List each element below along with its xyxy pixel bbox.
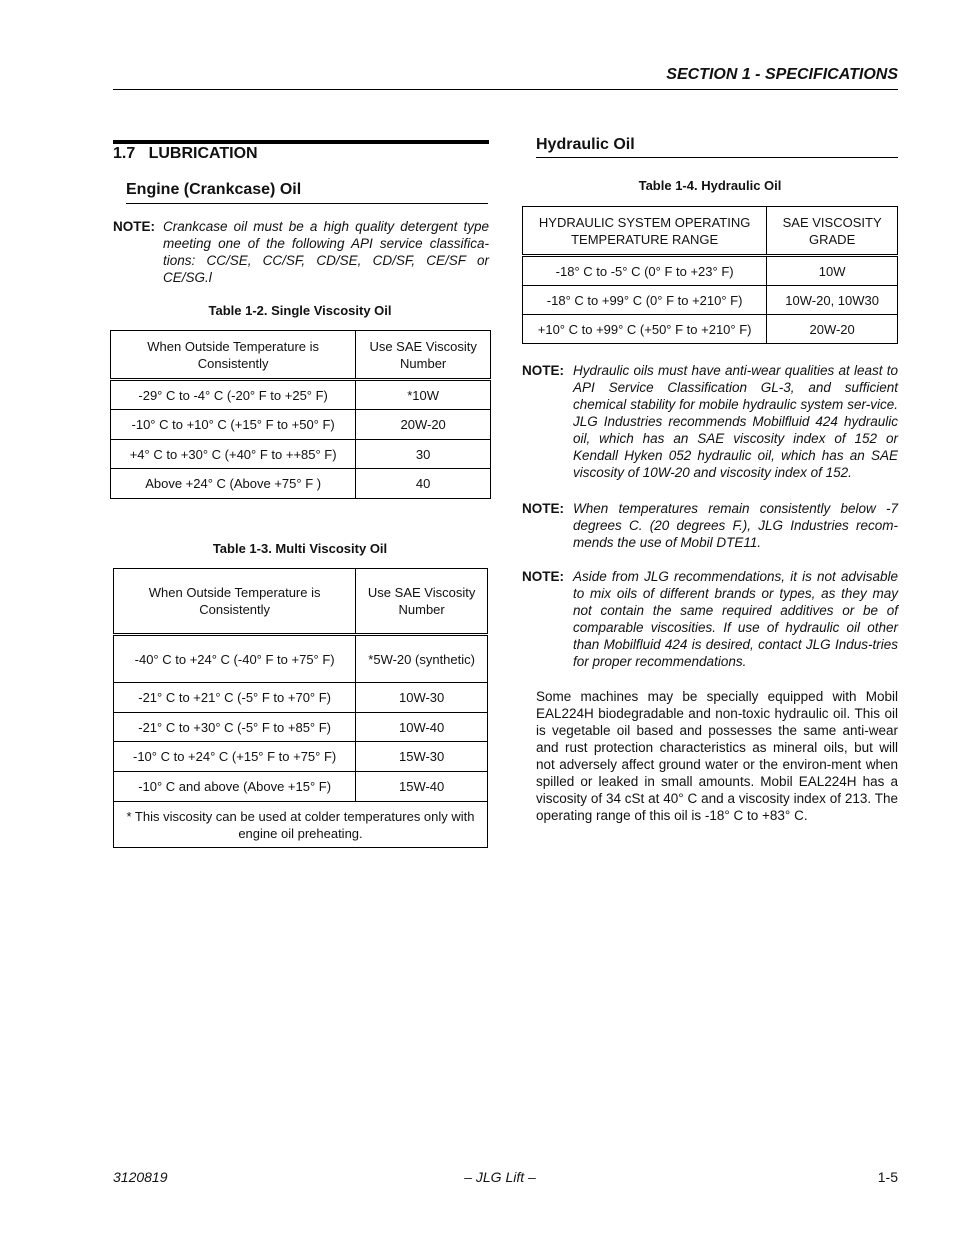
table-single-viscosity [110, 330, 491, 499]
table-row [523, 286, 898, 315]
table-footnote-row [114, 802, 488, 848]
section-rule [113, 140, 489, 144]
table-cell: 40 [356, 469, 491, 499]
table-footnote: * This viscosity can be used at colder temperatures only with engine oil preheating. [114, 802, 488, 848]
table-cell: -18° C to -5° C (0° F to +23° F) [523, 256, 767, 286]
footer-page-number: 1-5 [877, 1169, 898, 1185]
table-cell: 10W [767, 256, 898, 286]
table-cell: +4° C to +30° C (+40° F to ++85° F) [111, 440, 356, 469]
table-cell: -18° C to +99° C (0° F to +210° F) [523, 286, 767, 315]
subheading-rule [536, 157, 898, 158]
table-cell: -21° C to +30° C (-5° F to +85° F) [114, 713, 356, 742]
subheading-hydraulic-oil: Hydraulic Oil [536, 136, 635, 153]
table-1-4-caption: Table 1-4. Hydraulic Oil [638, 178, 782, 193]
footer-center-text: – JLG Lift – [464, 1169, 536, 1185]
table-row [114, 713, 488, 742]
table-cell: -10° C to +10° C (+15° F to +50° F) [111, 410, 356, 440]
table-cell: *5W-20 (synthetic) [356, 635, 488, 683]
table-header-cell: HYDRAULIC SYSTEM OPERATING TEMPERATURE RANGE [523, 207, 767, 256]
table-cell: Above +24° C (Above +75° F ) [111, 469, 356, 499]
table-cell: 10W-30 [356, 683, 488, 713]
table-cell: 20W-20 [767, 315, 898, 344]
table-row [114, 772, 488, 802]
table-row [111, 469, 491, 499]
table-cell: 15W-30 [356, 742, 488, 772]
table-1-2-caption: Table 1-2. Single Viscosity Oil [208, 303, 392, 318]
table-cell: *10W [356, 380, 491, 410]
note-low-temperature [522, 500, 898, 552]
section-header-title: SECTION 1 - SPECIFICATIONS [666, 66, 898, 83]
table-cell: 10W-40 [356, 713, 488, 742]
note-text: When temperatures remain consistently below -7 degrees C. (20 degrees F.), JLG Industries recom-mends the use of Mobil DTE11. [573, 501, 898, 550]
table-1-3-caption: Table 1-3. Multi Viscosity Oil [212, 541, 388, 556]
note-text: Hydraulic oils must have anti-wear qualities at least to API Service Classification GL-3, and sufficient chemical stability for mobile hydraulic system ser-vice. JLG Industries recommends Mobilfluid 424 hydraulic oil, which has an SAE viscosity index of 152 or Kendall Hyken 052 hydraulic oil, which has an SAE viscosity of 10W-20 and viscosity index of 152. [573, 363, 898, 480]
table-row [111, 410, 491, 440]
table-hydraulic-oil [522, 206, 898, 344]
note-label: NOTE: [522, 501, 564, 516]
note-label: NOTE: [522, 569, 564, 584]
table-row [111, 380, 491, 410]
table-row [114, 683, 488, 713]
note-label: NOTE: [522, 363, 564, 378]
table-cell: +10° C to +99° C (+50° F to +210° F) [523, 315, 767, 344]
footer-doc-number: 3120819 [113, 1169, 168, 1185]
table-header-cell: Use SAE Viscosity Number [356, 569, 488, 635]
table-cell: 30 [356, 440, 491, 469]
table-row [114, 742, 488, 772]
table-cell: -10° C and above (Above +15° F) [114, 772, 356, 802]
table-cell: -29° C to -4° C (-20° F to +25° F) [111, 380, 356, 410]
table-cell: -21° C to +21° C (-5° F to +70° F) [114, 683, 356, 713]
table-row [523, 315, 898, 344]
table-row [114, 635, 488, 683]
note-text: Aside from JLG recommendations, it is not advisable to mix oils of different brands or types, as they may not contain the same required additives or be of comparable viscosities. If use of hydraulic oil other than Mobilfluid 424 is desired, contact JLG Indus-tries for proper recommendations. [573, 569, 898, 669]
table-cell: 15W-40 [356, 772, 488, 802]
subheading-rule [126, 203, 488, 204]
subheading-engine-oil: Engine (Crankcase) Oil [126, 181, 302, 198]
table-cell: 10W-20, 10W30 [767, 286, 898, 315]
table-cell: -40° C to +24° C (-40° F to +75° F) [114, 635, 356, 683]
table-cell: -10° C to +24° C (+15° F to +75° F) [114, 742, 356, 772]
note-hydraulic-antiwear [522, 362, 898, 484]
table-row [523, 256, 898, 286]
table-header-cell: SAE VISCOSITY GRADE [767, 207, 898, 256]
note-text: Crankcase oil must be a high quality detergent type meeting one of the following API service classifica-tions: CC/SE, CC/SF, CD/SE, CD/SF, CE/SF or CE/SG.l [163, 219, 489, 285]
table-row [111, 440, 491, 469]
note-crankcase [113, 218, 489, 288]
section-heading: 1.7 LUBRICATION [113, 145, 258, 162]
table-multi-viscosity [113, 568, 488, 848]
header-rule [113, 89, 898, 90]
note-mixing-oils [522, 568, 898, 672]
paragraph-biodegradable-oil: Some machines may be specially equipped with Mobil EAL224H biodegradable and non-toxic hydraulic oil. This oil is vegetable oil based and possesses the same anti-wear and rust protection characteristics as mineral oils, but will not adversely affect ground water or the environ-ment when spilled or leaked in small amounts. Mobil EAL224H has a viscosity of 34 cSt at 40° C and a viscosity index of 213. The operating range of this oil is -18° C to +83° C. [536, 689, 898, 823]
table-header-cell: Use SAE Viscosity Number [356, 331, 491, 380]
table-header-cell: When Outside Temperature is Consistently [114, 569, 356, 635]
note-label: NOTE: [113, 219, 155, 234]
table-header-cell: When Outside Temperature is Consistently [111, 331, 356, 380]
table-cell: 20W-20 [356, 410, 491, 440]
